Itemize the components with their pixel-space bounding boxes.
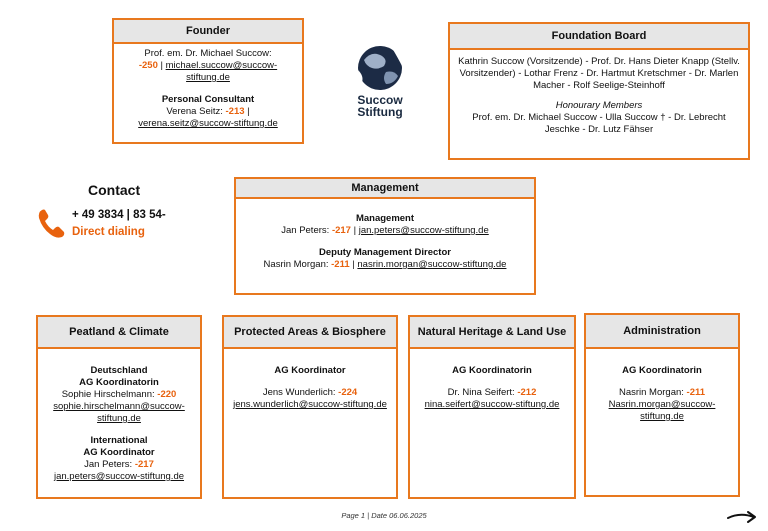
peatland-ext2: -217 — [134, 459, 154, 470]
mgmt-p1-email[interactable]: jan.peters@succow-stiftung.de — [358, 225, 489, 236]
dept-protected-header: Protected Areas & Biosphere — [224, 317, 396, 349]
protected-email[interactable]: jens.wunderlich@succow-stiftung.de — [233, 399, 387, 410]
honorary-title: Honourary Members — [555, 100, 643, 111]
admin-email[interactable]: Nasrin.morgan@succow-stiftung.de — [608, 399, 716, 422]
dept-peatland-header: Peatland & Climate — [38, 317, 200, 349]
dept-admin-box — [584, 313, 740, 497]
honorary-members: Prof. em. Dr. Michael Succow - Ulla Succow † - Dr. Lebrecht Jeschke - Dr. Lutz Fähser — [472, 112, 726, 135]
protected-name: Jens Wunderlich: — [262, 387, 336, 398]
management-box: Management Management Jan Peters: -217 | jan.peters@succow-stiftung.de Deputy Management Director Nasrin Morgan: -211 | nasrin.morgan@succow-stiftung.de — [234, 177, 536, 295]
heritage-email[interactable]: nina.seifert@succow-stiftung.de — [424, 399, 560, 410]
succow-logo — [344, 42, 416, 126]
mgmt-p1-ext: -217 — [331, 225, 351, 236]
board-members: Kathrin Succow (Vorsitzende) - Prof. Dr. Hans Dieter Knapp (Stellv. Vorsitzender) - Lothar Frenz - Dr. Hartmut Kretschmer - Dr. Marlen Macher - Rolf Seelige-Steinhoff — [458, 56, 740, 91]
consultant-ext: -213 — [225, 106, 245, 117]
dept-admin-header: Administration — [586, 315, 738, 349]
dept-protected-box — [222, 315, 398, 499]
admin-name: Nasrin Morgan: — [618, 387, 684, 398]
admin-role: AG Koordinatorin — [622, 365, 702, 376]
dept-heritage-box — [408, 315, 576, 499]
peatland-name2: Jan Peters: — [84, 459, 133, 470]
board-box — [448, 22, 750, 160]
consultant-email[interactable]: verena.seitz@succow-stiftung.de — [138, 118, 278, 129]
founder-box: Founder Prof. em. Dr. Michael Succow: -250 | michael.succow@succow-stiftung.de Personal Consultant Verena Seitz: -213 | verena.seitz@succow-stiftung.de — [112, 18, 304, 144]
logo-line2: Stiftung — [357, 105, 403, 119]
peatland-role1: AG Koordinatorin — [79, 377, 159, 388]
consultant-name: Verena Seitz: — [166, 106, 223, 117]
board-header: Foundation Board — [450, 24, 748, 50]
peatland-email2[interactable]: jan.peters@succow-stiftung.de — [53, 471, 185, 482]
founder-header: Founder — [114, 20, 302, 44]
management-header: Management — [236, 179, 534, 199]
arrow-right-icon[interactable] — [726, 508, 758, 524]
heritage-name: Dr. Nina Seifert: — [447, 387, 515, 398]
founder-ext: -250 — [138, 60, 158, 71]
peatland-region2: International — [90, 435, 148, 446]
consultant-title: Personal Consultant — [161, 94, 255, 105]
protected-ext: -224 — [338, 387, 358, 398]
contact-note: Direct dialing — [72, 226, 145, 238]
founder-name: Prof. em. Dr. Michael Succow: — [144, 48, 272, 59]
globe-logo-icon — [352, 42, 408, 94]
peatland-name1: Sophie Hirschelmann: — [61, 389, 155, 400]
founder-email[interactable]: michael.succow@succow-stiftung.de — [165, 60, 278, 83]
page-footer: Page 1 | Date 06.06.2025 — [341, 511, 427, 520]
dept-peatland-box — [36, 315, 202, 499]
heritage-role: AG Koordinatorin — [452, 365, 532, 376]
admin-ext: -211 — [686, 387, 706, 398]
peatland-role2: AG Koordinator — [83, 447, 155, 458]
mgmt-p2-name: Nasrin Morgan: — [263, 259, 329, 270]
contact-title: Contact — [88, 182, 141, 198]
contact-number: + 49 3834 | 83 54- — [72, 209, 166, 221]
mgmt-p2-email[interactable]: nasrin.morgan@succow-stiftung.de — [357, 259, 507, 270]
peatland-ext1: -220 — [157, 389, 177, 400]
mgmt-p2-ext: -211 — [331, 259, 350, 270]
logo-line1: Succow — [357, 93, 403, 107]
mgmt-p1-name: Jan Peters: — [281, 225, 330, 236]
dept-heritage-header: Natural Heritage & Land Use — [410, 317, 574, 349]
management-sub2: Deputy Management Director — [319, 247, 451, 258]
heritage-ext: -212 — [517, 387, 537, 398]
peatland-email1[interactable]: sophie.hirschelmann@succow-stiftung.de — [53, 401, 185, 424]
management-sub1: Management — [355, 213, 415, 224]
peatland-region1: Deutschland — [90, 365, 148, 376]
protected-role: AG Koordinator — [274, 365, 346, 376]
phone-icon — [36, 208, 66, 240]
